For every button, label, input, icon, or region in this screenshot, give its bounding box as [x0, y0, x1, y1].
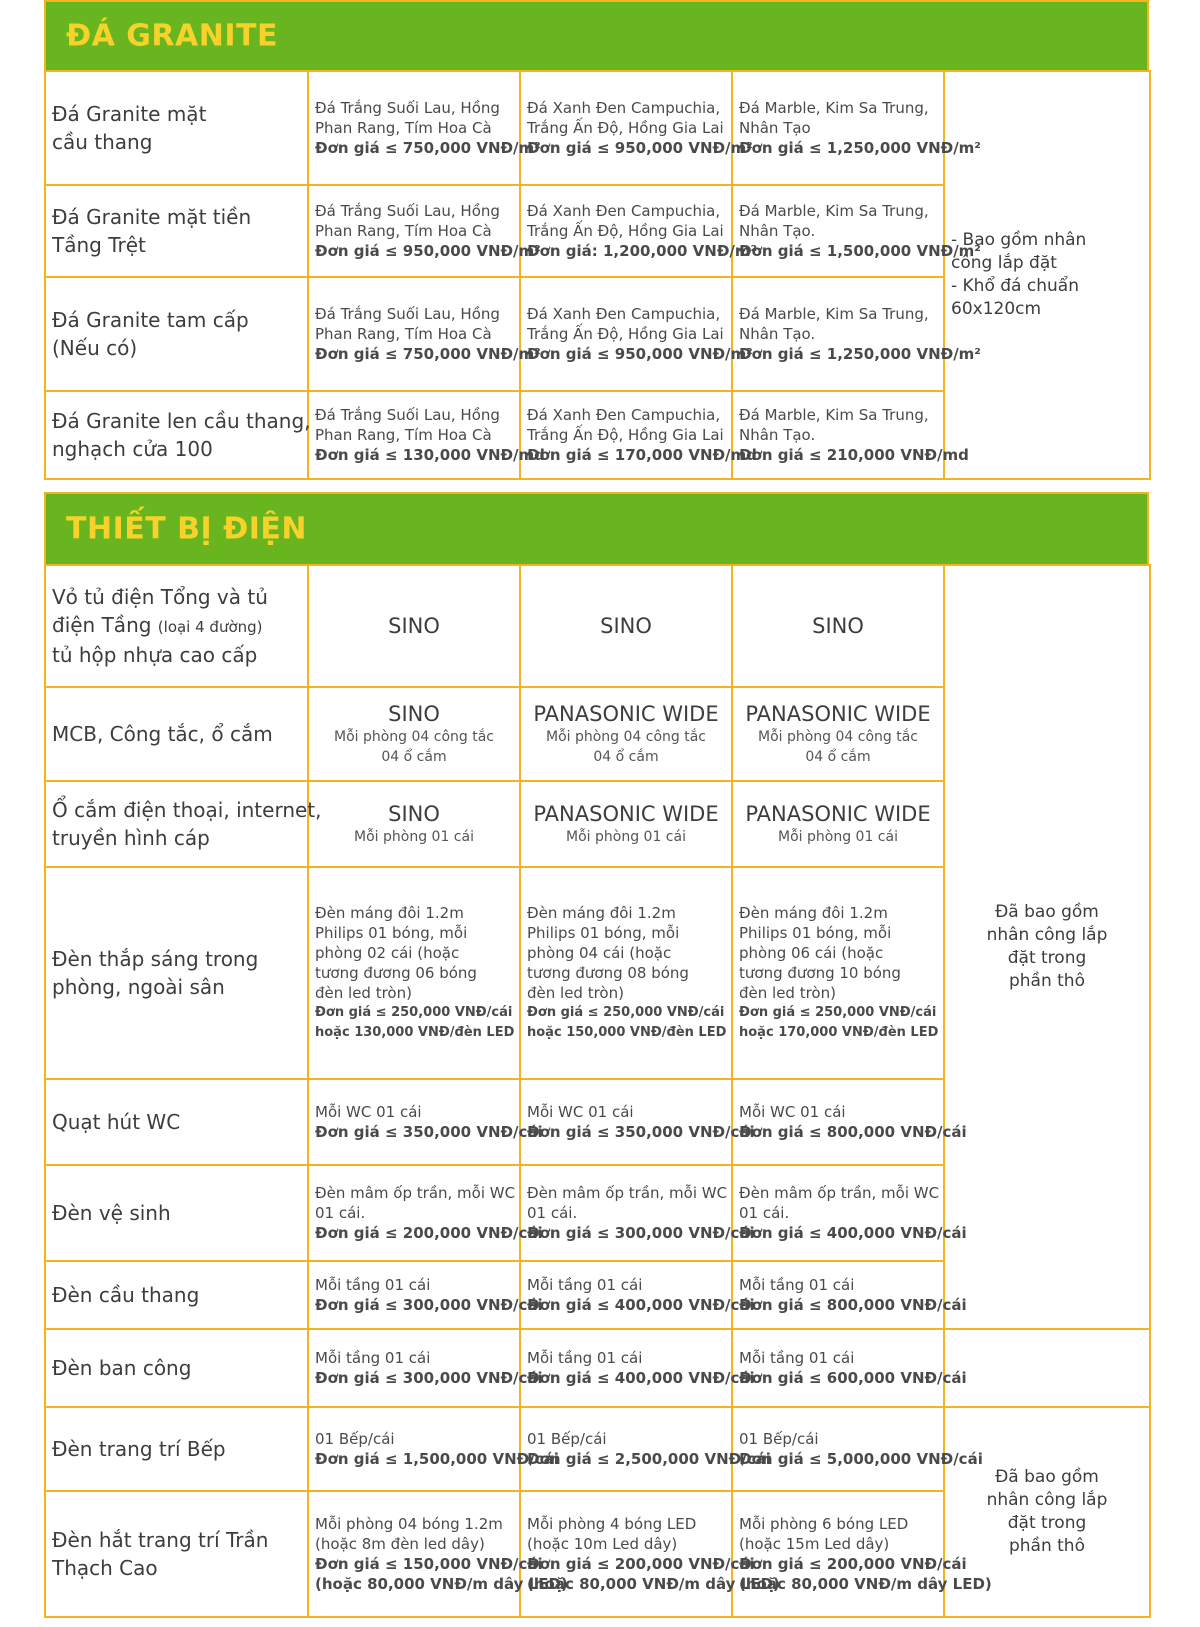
brand-cell: SINO [732, 565, 944, 687]
row-label: Đá Granite mặt cầu thang [45, 71, 308, 185]
electric-note-b: Đã bao gồm nhân công lắp đặt trong phần thô [944, 1407, 1150, 1617]
price-cell: Mỗi WC 01 cái Đơn giá ≤ 800,000 VNĐ/cái [732, 1079, 944, 1165]
section-header-electric [44, 492, 1149, 566]
price-cell: Đá Xanh Đen Campuchia, Trắng Ấn Độ, Hồng Gia Lai Đơn giá: 1,200,000 VNĐ/m² [520, 185, 732, 277]
price-cell: Mỗi phòng 04 bóng 1.2m (hoặc 8m đèn led dây) Đơn giá ≤ 150,000 VNĐ/cái (hoặc 80,000 VNĐ/m dây LED) [308, 1491, 520, 1617]
table-row [45, 1329, 1150, 1407]
electric-table [44, 564, 1151, 1618]
granite-table [44, 70, 1151, 480]
price-cell: Mỗi tầng 01 cái Đơn giá ≤ 300,000 VNĐ/cái [308, 1261, 520, 1329]
brand-cell: PANASONIC WIDE Mỗi phòng 04 công tắc 04 ổ cắm [732, 687, 944, 781]
price-cell: Đá Trắng Suối Lau, Hồng Phan Rang, Tím Hoa Cà Đơn giá ≤ 950,000 VNĐ/m² [308, 185, 520, 277]
brand-cell: PANASONIC WIDE Mỗi phòng 04 công tắc 04 ổ cắm [520, 687, 732, 781]
row-label: Đèn ban công [45, 1329, 308, 1407]
price-cell: Đá Marble, Kim Sa Trung, Nhân Tạo Đơn giá ≤ 1,250,000 VNĐ/m² [732, 71, 944, 185]
table-row [45, 1407, 1150, 1491]
section-title-electric: THIẾT BỊ ĐIỆN [66, 511, 308, 547]
lighting-cell: Đèn máng đôi 1.2m Philips 01 bóng, mỗi phòng 02 cái (hoặc tương đương 06 bóng đèn led tròn) Đơn giá ≤ 250,000 VNĐ/cái hoặc 130,000 VNĐ/đèn LED [308, 867, 520, 1079]
granite-note: - Bao gồm nhân công lắp đặt - Khổ đá chuẩn 60x120cm [944, 71, 1150, 479]
row-label: Đá Granite tam cấp (Nếu có) [45, 277, 308, 391]
price-cell: Đá Trắng Suối Lau, Hồng Phan Rang, Tím Hoa Cà Đơn giá ≤ 750,000 VNĐ/m² [308, 71, 520, 185]
price-cell: Mỗi WC 01 cái Đơn giá ≤ 350,000 VNĐ/cái [308, 1079, 520, 1165]
price-cell: 01 Bếp/cái Đơn giá ≤ 1,500,000 VNĐ/cái [308, 1407, 520, 1491]
price-cell: Mỗi tầng 01 cái Đơn giá ≤ 300,000 VNĐ/cái [308, 1329, 520, 1407]
section-header-granite [44, 0, 1149, 72]
brand-cell: PANASONIC WIDE Mỗi phòng 01 cái [520, 781, 732, 867]
price-cell: Đèn mâm ốp trần, mỗi WC 01 cái. Đơn giá ≤ 400,000 VNĐ/cái [732, 1165, 944, 1261]
brand-cell: SINO [308, 565, 520, 687]
price-cell: Mỗi WC 01 cái Đơn giá ≤ 350,000 VNĐ/cái [520, 1079, 732, 1165]
brand-cell: PANASONIC WIDE Mỗi phòng 01 cái [732, 781, 944, 867]
lighting-cell: Đèn máng đôi 1.2m Philips 01 bóng, mỗi phòng 04 cái (hoặc tương đương 08 bóng đèn led tròn) Đơn giá ≤ 250,000 VNĐ/cái hoặc 150,000 VNĐ/đèn LED [520, 867, 732, 1079]
brand-cell: SINO [520, 565, 732, 687]
price-cell: Đá Marble, Kim Sa Trung, Nhân Tạo. Đơn giá ≤ 210,000 VNĐ/md [732, 391, 944, 479]
price-sheet [44, 0, 1149, 1627]
row-label: Đèn hắt trang trí Trần Thạch Cao [45, 1491, 308, 1617]
section-title-granite: ĐÁ GRANITE [66, 18, 278, 54]
price-cell: Mỗi phòng 6 bóng LED (hoặc 15m Led dây) Đơn giá ≤ 200,000 VNĐ/cái (hoặc 80,000 VNĐ/m dây LED) [732, 1491, 944, 1617]
row-label: Quạt hút WC [45, 1079, 308, 1165]
price-cell: Mỗi tầng 01 cái Đơn giá ≤ 800,000 VNĐ/cái [732, 1261, 944, 1329]
electric-note-a: Đã bao gồm nhân công lắp đặt trong phần thô [944, 565, 1150, 1329]
price-cell: Đá Xanh Đen Campuchia, Trắng Ấn Độ, Hồng Gia Lai Đơn giá ≤ 950,000 VNĐ/m² [520, 71, 732, 185]
price-cell: Mỗi tầng 01 cái Đơn giá ≤ 400,000 VNĐ/cái [520, 1261, 732, 1329]
table-row [45, 71, 1150, 185]
brand-cell: SINO Mỗi phòng 04 công tắc 04 ổ cắm [308, 687, 520, 781]
price-cell: Đèn mâm ốp trần, mỗi WC 01 cái. Đơn giá ≤ 300,000 VNĐ/cái [520, 1165, 732, 1261]
row-label: MCB, Công tắc, ổ cắm [45, 687, 308, 781]
price-cell: Mỗi tầng 01 cái Đơn giá ≤ 400,000 VNĐ/cái [520, 1329, 732, 1407]
brand-cell: SINO Mỗi phòng 01 cái [308, 781, 520, 867]
price-cell: Đá Xanh Đen Campuchia, Trắng Ấn Độ, Hồng Gia Lai Đơn giá ≤ 950,000 VNĐ/m² [520, 277, 732, 391]
lighting-cell: Đèn máng đôi 1.2m Philips 01 bóng, mỗi phòng 06 cái (hoặc tương đương 10 bóng đèn led tròn) Đơn giá ≤ 250,000 VNĐ/cái hoặc 170,000 VNĐ/đèn LED [732, 867, 944, 1079]
row-label: Đèn thắp sáng trong phòng, ngoài sân [45, 867, 308, 1079]
price-cell: Đá Trắng Suối Lau, Hồng Phan Rang, Tím Hoa Cà Đơn giá ≤ 750,000 VNĐ/m² [308, 277, 520, 391]
price-cell: Đá Xanh Đen Campuchia, Trắng Ấn Độ, Hồng Gia Lai Đơn giá ≤ 170,000 VNĐ/md [520, 391, 732, 479]
row-label: Vỏ tủ điện Tổng và tủ điện Tầng (loại 4 đường) tủ hộp nhựa cao cấp [45, 565, 308, 687]
empty-note-cell [944, 1329, 1150, 1407]
row-label: Đá Granite mặt tiền Tầng Trệt [45, 185, 308, 277]
price-cell: Đèn mâm ốp trần, mỗi WC 01 cái. Đơn giá ≤ 200,000 VNĐ/cái [308, 1165, 520, 1261]
price-cell: Mỗi tầng 01 cái Đơn giá ≤ 600,000 VNĐ/cái [732, 1329, 944, 1407]
row-label: Đèn vệ sinh [45, 1165, 308, 1261]
price-cell: Đá Trắng Suối Lau, Hồng Phan Rang, Tím Hoa Cà Đơn giá ≤ 130,000 VNĐ/md [308, 391, 520, 479]
row-label: Đèn cầu thang [45, 1261, 308, 1329]
price-cell: 01 Bếp/cái Đơn giá ≤ 2,500,000 VNĐ/cái [520, 1407, 732, 1491]
row-label: Đá Granite len cầu thang, nghạch cửa 100 [45, 391, 308, 479]
price-cell: Đá Marble, Kim Sa Trung, Nhân Tạo. Đơn giá ≤ 1,500,000 VNĐ/m² [732, 185, 944, 277]
price-cell: Đá Marble, Kim Sa Trung, Nhân Tạo. Đơn giá ≤ 1,250,000 VNĐ/m² [732, 277, 944, 391]
table-row [45, 565, 1150, 687]
price-cell: 01 Bếp/cái Đơn giá ≤ 5,000,000 VNĐ/cái [732, 1407, 944, 1491]
price-cell: Mỗi phòng 4 bóng LED (hoặc 10m Led dây) Đơn giá ≤ 200,000 VNĐ/cái (hoặc 80,000 VNĐ/m dây LED) [520, 1491, 732, 1617]
row-label: Ổ cắm điện thoại, internet, truyền hình cáp [45, 781, 308, 867]
row-label: Đèn trang trí Bếp [45, 1407, 308, 1491]
